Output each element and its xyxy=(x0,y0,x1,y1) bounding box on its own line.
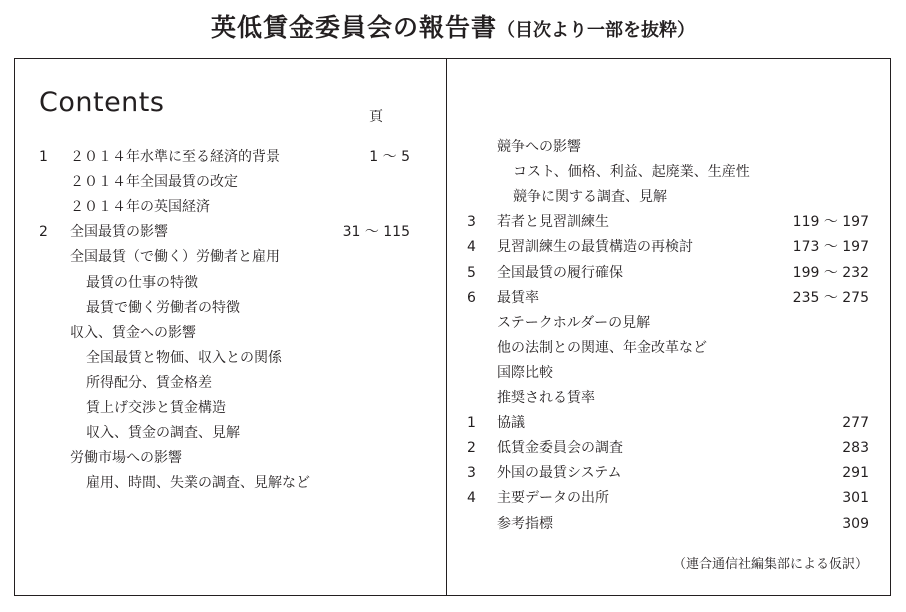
page-column-heading: 頁 xyxy=(369,109,383,125)
toc-entry xyxy=(467,161,869,183)
toc-entry xyxy=(39,347,410,369)
toc-entry xyxy=(39,196,410,218)
toc-entry xyxy=(467,437,869,459)
toc-entry xyxy=(467,487,869,509)
toc-entry-title: ２０１４年水準に至る経済的背景 xyxy=(70,149,280,165)
toc-entry-page: 291 xyxy=(842,465,869,482)
toc-entry-title: 最賃の仕事の特徴 xyxy=(86,274,198,291)
toc-entry-title: 競争に関する調査、見解 xyxy=(513,189,667,206)
toc-entry-title: 収入、賃金の調査、見解 xyxy=(86,425,240,442)
toc-entry xyxy=(467,387,869,409)
toc-entry-number: 4 xyxy=(467,239,476,256)
toc-entry xyxy=(467,362,869,384)
toc-entry-number: 4 xyxy=(467,490,476,507)
toc-entry-title: 収入、賃金への影響 xyxy=(70,324,196,341)
toc-entry-number: 1 xyxy=(467,415,476,432)
toc-entry-number: 1 xyxy=(39,149,48,165)
toc-entry-page: 277 xyxy=(842,415,869,432)
toc-entry xyxy=(39,372,410,394)
column-divider xyxy=(446,58,447,596)
toc-entry xyxy=(39,322,410,344)
toc-entry-title: 他の法制との関連、年金改革など xyxy=(497,339,707,356)
toc-entry xyxy=(39,422,410,444)
toc-entry-page: 235 ～ 275 xyxy=(792,289,869,306)
toc-entry xyxy=(467,262,869,284)
toc-entry xyxy=(39,272,410,294)
toc-entry xyxy=(467,236,869,258)
toc-entry-title: 全国最賃の履行確保 xyxy=(497,264,623,281)
toc-entry-title: 外国の最賃システム xyxy=(497,465,622,482)
toc-entry xyxy=(467,462,869,484)
toc-entry-title: 全国最賃の影響 xyxy=(70,224,168,241)
toc-entry-title: 労働市場への影響 xyxy=(70,450,182,467)
toc-entry-title: 国際比較 xyxy=(497,364,553,381)
toc-entry xyxy=(467,186,869,208)
toc-entry xyxy=(39,297,410,319)
toc-entry-title: 主要データの出所 xyxy=(497,490,609,507)
toc-entry-title: ２０１４年の英国経済 xyxy=(70,199,210,216)
toc-entry-title: ２０１４年全国最賃の改定 xyxy=(70,174,238,191)
toc-entry xyxy=(39,146,410,168)
document-title: 英低賃金委員会の報告書 xyxy=(210,13,497,42)
toc-entry-title: 推奨される賃率 xyxy=(497,390,595,406)
toc-entry xyxy=(467,211,869,233)
document-subtitle: （目次より一部を抜粋） xyxy=(497,20,695,41)
toc-entry-number: 5 xyxy=(467,264,476,281)
toc-entry-number: 3 xyxy=(467,465,476,482)
toc-entry-title: 見習訓練生の最賃構造の再検討 xyxy=(497,239,693,256)
toc-entry xyxy=(467,312,869,334)
contents-heading: Contents xyxy=(39,87,165,118)
toc-entry-page: 119 ～ 197 xyxy=(792,214,869,231)
toc-entry-title: 最賃率 xyxy=(497,289,539,306)
toc-entry-page: 301 xyxy=(842,490,869,507)
toc-entry-page: 173 ～ 197 xyxy=(792,239,869,256)
toc-entry xyxy=(39,221,410,243)
toc-entry-page: 283 xyxy=(842,440,869,457)
toc-entry-page: 1 ～ 5 xyxy=(369,149,410,165)
toc-entry-title: 低賃金委員会の調査 xyxy=(497,440,623,457)
toc-entry-title: 賃上げ交渉と賃金構造 xyxy=(86,400,226,416)
toc-entry-title: コスト、価格、利益、起廃業、生産性 xyxy=(513,164,750,181)
toc-entry-title: 全国最賃（で働く）労働者と雇用 xyxy=(70,249,280,266)
toc-entry xyxy=(467,287,869,309)
toc-entry-title: 協議 xyxy=(497,415,525,432)
toc-entry-page: 309 xyxy=(842,515,869,532)
toc-entry xyxy=(39,246,410,268)
toc-entry-number: 2 xyxy=(467,440,476,457)
toc-entry-page: 199 ～ 232 xyxy=(792,264,869,281)
toc-entry xyxy=(467,513,869,535)
toc-entry-title: 若者と見習訓練生 xyxy=(497,214,609,231)
toc-entry-number: 6 xyxy=(467,289,476,306)
toc-entry-title: 競争への影響 xyxy=(497,139,581,155)
translation-footnote: （連合通信社編集部による仮訳） xyxy=(672,557,868,572)
toc-entry xyxy=(39,397,410,419)
toc-entry-title: 最賃で働く労働者の特徴 xyxy=(86,299,240,316)
toc-entry-number: 2 xyxy=(39,224,48,241)
toc-entry-title: 参考指標 xyxy=(497,515,553,532)
toc-entry xyxy=(467,412,869,434)
toc-entry xyxy=(39,472,410,494)
toc-entry xyxy=(467,337,869,359)
toc-entry-title: 雇用、時間、失業の調査、見解など xyxy=(86,475,310,492)
toc-entry xyxy=(39,171,410,193)
toc-entry-title: 所得配分、賃金格差 xyxy=(86,374,212,391)
toc-entry-title: 全国最賃と物価、収入との関係 xyxy=(86,349,282,366)
toc-entry-number: 3 xyxy=(467,214,476,231)
toc-entry xyxy=(39,447,410,469)
toc-entry xyxy=(467,136,869,158)
document-title-block xyxy=(0,8,906,44)
toc-entry-title: ステークホルダーの見解 xyxy=(497,314,651,331)
toc-entry-page: 31 ～ 115 xyxy=(342,224,410,241)
